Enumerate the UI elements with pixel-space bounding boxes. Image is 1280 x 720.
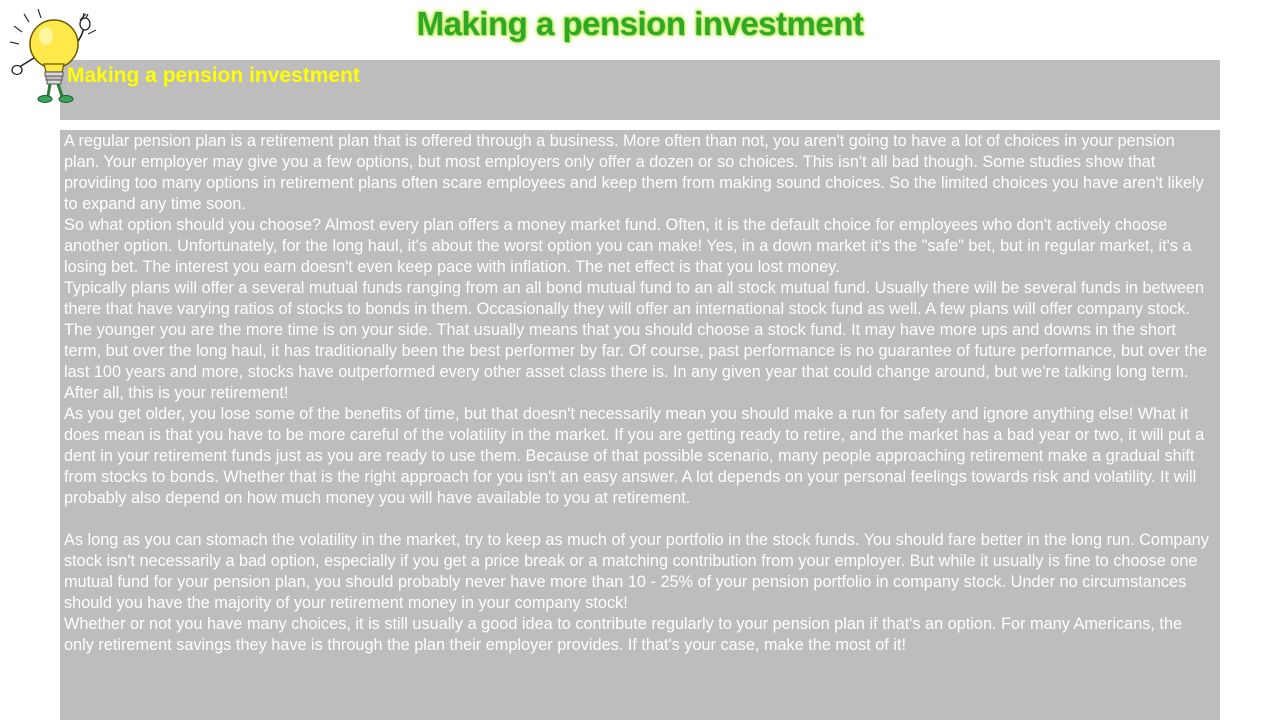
article-paragraph: As you get older, you lose some of the benefits of time, but that doesn't necessarily mean you should make a run for safety and ignore anything else! What it does mean is that you have to be more careful of the volatility in the market. If you are getting ready to retire, and the market has a bad year or two, it will put a dent in your retirement funds just as you are ready to use them. Because of that possible scenario, many people approaching retirement make a gradual shift from stocks to bonds. Whether that is the right approach for you isn't an easy answer. A lot depends on your personal feelings towards risk and volatility. It will probably also depend on how much money you will have available to you at retirement. — [64, 405, 1205, 507]
header-panel — [60, 60, 1220, 120]
page-title: Making a pension investment — [67, 64, 360, 87]
article-paragraph: As long as you can stomach the volatility in the market, try to keep as much of your portfolio in the stock funds. You should fare better in the long run. Company stock isn't necessarily a bad option, especially if you get a price break or a matching contribution from your employer. But while it usually is fine to choose one mutual fund for your pension plan, you should probably never have more than 10 - 25% of your pension portfolio in company stock. Under no circumstances should you have the majority of your retirement money in your company stock! — [64, 531, 1209, 612]
article-paragraph: Typically plans will offer a several mutual funds ranging from an all bond mutual fund to an all stock mutual fund. Usually there will be several funds in between there that have varying ratios of stocks to bonds in them. Occasionally they will offer an international stock fund as well. A few plans will offer company stock. — [64, 279, 1204, 318]
article-paragraph: Whether or not you have many choices, it is still usually a good idea to contribute regularly to your pension plan if that's an option. For many Americans, the only retirement savings they have is through the plan their employer provides. If that's your case, make the most of it! — [64, 615, 1183, 654]
article-body — [60, 130, 1220, 720]
article-paragraph: A regular pension plan is a retirement plan that is offered through a business. More often than not, you aren't going to have a lot of choices in your pension plan. Your employer may give you a few options, but most employers only offer a dozen or so choices. This isn't all bad though. Some studies show that providing too many options in retirement plans often scare employees and keep them from making sound choices. So the limited choices you have aren't likely to expand any time soon. — [64, 132, 1204, 213]
lightbulb-mascot-icon — [8, 6, 98, 104]
article-paragraph: The younger you are the more time is on your side. That usually means that you should choose a stock fund. It may have more ups and downs in the short term, but over the long haul, it has traditionally been the best performer by far. Of course, past performance is no guarantee of future performance, but over the last 100 years and more, stocks have outperformed every other asset class there is. In any given year that could change around, but we're talking long term. After all, this is your retirement! — [64, 321, 1208, 402]
article-paragraph: So what option should you choose? Almost every plan offers a money market fund. Often, it is the default choice for employees who don't actively choose another option. Unfortunately, for the long haul, it's about the worst option you can make! Yes, in a down market it's the "safe" bet, but in regular market, it's a losing bet. The interest you earn doesn't even keep pace with inflation. The net effect is that you lost money. — [64, 216, 1192, 276]
banner-title: Making a pension investment — [416, 5, 864, 42]
